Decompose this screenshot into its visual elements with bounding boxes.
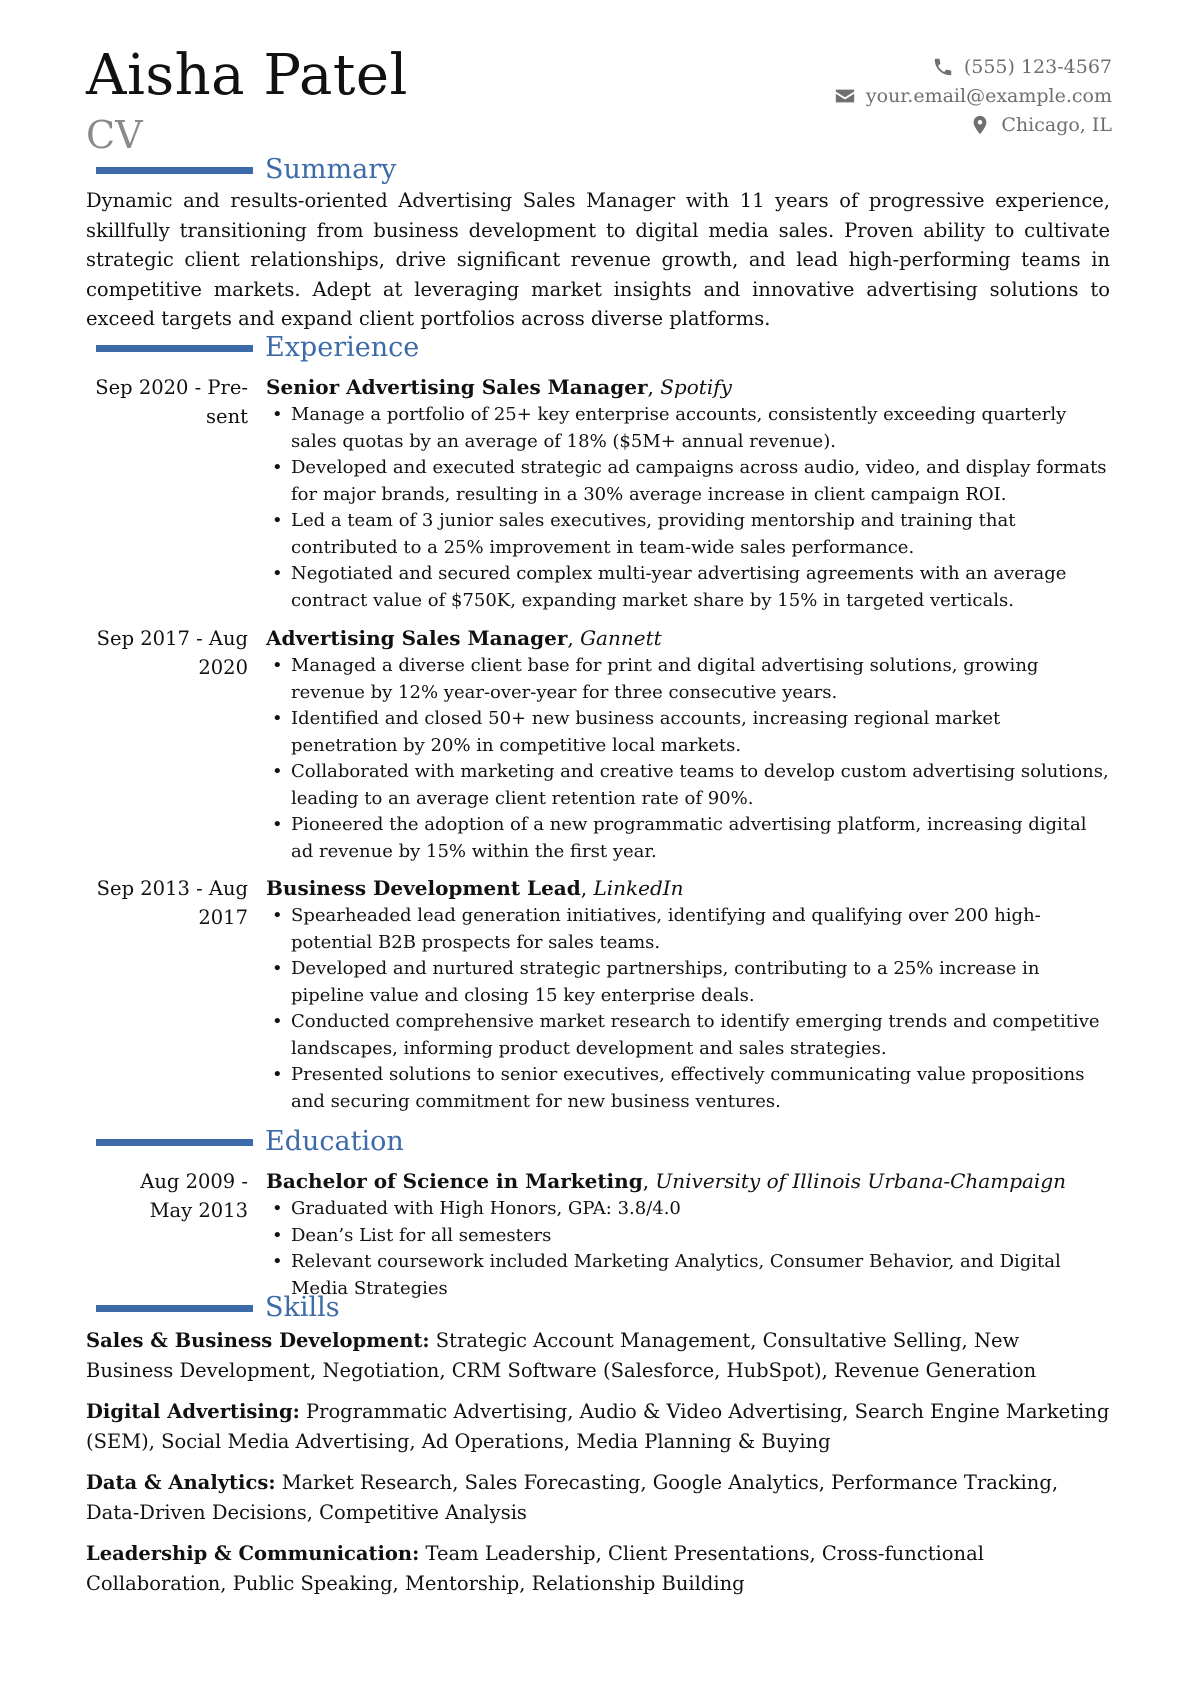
bullet-item: • Developed and nurtured strategic partnerships, contributing to a 25% increase in pipeline value and closing 15 key enterprise deals. (266, 956, 1110, 1009)
bullet-item: • Identified and closed 50+ new business accounts, increasing regional market penetration by 20% in competitive local markets. (266, 706, 1110, 759)
bullet-item: • Pioneered the adoption of a new programmatic advertising platform, increasing digital ad revenue by 15% within the first year. (266, 812, 1110, 865)
entry-body (266, 373, 1110, 614)
entry-date (86, 373, 248, 431)
skill-group (86, 1468, 1110, 1527)
skill-group (86, 1326, 1110, 1385)
contact-block (692, 52, 1112, 139)
date-line: Aug 2009 - (140, 1170, 248, 1193)
skill-items: Market Research, Sales Forecasting, Google Analytics, Performance Tracking, Data-Driven Decisions, Competitive Analysis (86, 1471, 1059, 1524)
job-title: Advertising Sales Manager (266, 626, 568, 650)
skill-category: Sales & Business Development: (86, 1329, 430, 1352)
degree-title: Bachelor of Science in Marketing (266, 1169, 643, 1193)
entry-body (266, 874, 1110, 1115)
phone-icon (932, 56, 954, 78)
job-title: Business Development Lead (266, 876, 581, 900)
section-title: Skills (265, 1292, 340, 1323)
section-heading-summary (96, 152, 396, 188)
entry-title: Business Development Lead, LinkedIn (266, 876, 684, 900)
skill-items: Programmatic Advertising, Audio & Video Advertising, Search Engine Marketing (SEM), Social Media Advertising, Ad Operations, Media Planning & Buying (86, 1400, 1110, 1453)
phone-number: (555) 123-4567 (963, 55, 1112, 78)
date-line: May 2013 (149, 1199, 248, 1222)
section-accent-bar (96, 1305, 253, 1312)
bullet-item: • Presented solutions to senior executives, effectively communicating value propositions and securing commitment for new business ventures. (266, 1062, 1110, 1115)
bullet-item: • Manage a portfolio of 25+ key enterprise accounts, consistently exceeding quarterly sales quotas by an average of 18% ($5M+ annual revenue). (266, 402, 1110, 455)
skill-category: Digital Advertising: (86, 1400, 300, 1423)
employer: LinkedIn (593, 876, 684, 900)
contact-phone (692, 52, 1112, 81)
bullet-list (266, 903, 1110, 1115)
bullet-list (266, 653, 1110, 865)
bullet-item: • Relevant coursework included Marketing Analytics, Consumer Behavior, and Digital Media Strategies (266, 1249, 1110, 1302)
entry-title: Advertising Sales Manager, Gannett (266, 626, 662, 650)
skill-items: Team Leadership, Client Presentations, Cross-functional Collaboration, Public Speaking, Mentorship, Relationship Building (86, 1542, 984, 1595)
section-heading-skills (96, 1290, 340, 1326)
section-title: Experience (265, 332, 420, 363)
section-heading-education (96, 1124, 404, 1160)
employer: Spotify (660, 375, 732, 399)
bullet-list (266, 402, 1110, 614)
job-title: Senior Advertising Sales Manager (266, 375, 648, 399)
bullet-item: • Graduated with High Honors, GPA: 3.8/4.0 (266, 1196, 1110, 1223)
bullet-list (266, 1196, 1110, 1302)
bullet-item: • Negotiated and secured complex multi-year advertising agreements with an average contract value of $750K, expanding market share by 15% in targeted verticals. (266, 561, 1110, 614)
candidate-name: Aisha Patel (86, 43, 408, 108)
entry-title: Senior Advertising Sales Manager, Spotify (266, 375, 732, 399)
employer: Gannett (580, 626, 662, 650)
entry-body (266, 624, 1110, 865)
entry-body (266, 1167, 1110, 1302)
skill-category: Leadership & Communication: (86, 1542, 420, 1565)
entry-title: Bachelor of Science in Marketing, University of Illinois Urbana-Champaign (266, 1169, 1067, 1193)
bullet-item: • Managed a diverse client base for print and digital advertising solutions, growing revenue by 12% year-over-year for three consecutive years. (266, 653, 1110, 706)
section-heading-experience (96, 330, 419, 366)
location-text: Chicago, IL (1001, 113, 1112, 136)
summary-text: Dynamic and results-oriented Advertising Sales Manager with 11 years of progressive experience, skillfully transitioning from business development to digital media sales. Proven ability to cultivate strategic client relationships, drive significant revenue growth, and lead high-performing teams in competitive markets. Adept at leveraging market insights and innovative advertising solutions to exceed targets and expand client portfolios across diverse platforms. (86, 189, 1110, 330)
section-accent-bar (96, 167, 253, 174)
bullet-item: • Developed and executed strategic ad campaigns across audio, video, and display formats for major brands, resulting in a 30% average increase in client campaign ROI. (266, 455, 1110, 508)
bullet-item: • Collaborated with marketing and creative teams to develop custom advertising solutions, leading to an average client retention rate of 90%. (266, 759, 1110, 812)
date-line: 2017 (198, 906, 248, 929)
section-accent-bar (96, 345, 253, 352)
bullet-item: • Led a team of 3 junior sales executives, providing mentorship and training that contributed to a 25% improvement in team-wide sales performance. (266, 508, 1110, 561)
entry-date (86, 624, 248, 682)
map-pin-icon (969, 114, 991, 136)
contact-email (692, 81, 1112, 110)
section-accent-bar (96, 1139, 253, 1146)
institution: University of Illinois Urbana-Champaign (655, 1169, 1067, 1193)
contact-location (692, 110, 1112, 139)
bullet-item: • Spearheaded lead generation initiatives, identifying and qualifying over 200 high-potential B2B prospects for sales teams. (266, 903, 1110, 956)
bullet-item: • Conducted comprehensive market research to identify emerging trends and competitive landscapes, informing product development and sales strategies. (266, 1009, 1110, 1062)
skill-group (86, 1397, 1110, 1456)
skill-group (86, 1539, 1110, 1598)
bullet-item: • Dean’s List for all semesters (266, 1223, 1110, 1250)
date-line: Sep 2017 - Aug (96, 627, 248, 650)
section-title: Education (265, 1126, 404, 1157)
email-address[interactable]: your.email@example.com (865, 84, 1112, 107)
entry-date (86, 874, 248, 932)
entry-date (86, 1167, 248, 1225)
section-title: Summary (265, 154, 397, 185)
date-line: Sep 2013 - Aug (96, 877, 248, 900)
date-line: 2020 (198, 656, 248, 679)
skill-items: Strategic Account Management, Consultative Selling, New Business Development, Negotiation, CRM Software (Salesforce, HubSpot), Revenue Generation (86, 1329, 1037, 1382)
skill-category: Data & Analytics: (86, 1471, 276, 1494)
document-subtitle: CV (86, 113, 143, 157)
date-line: sent (206, 405, 248, 428)
date-line: Sep 2020 - Pre- (95, 376, 248, 399)
skills-list (86, 1326, 1110, 1610)
envelope-icon (834, 85, 856, 107)
